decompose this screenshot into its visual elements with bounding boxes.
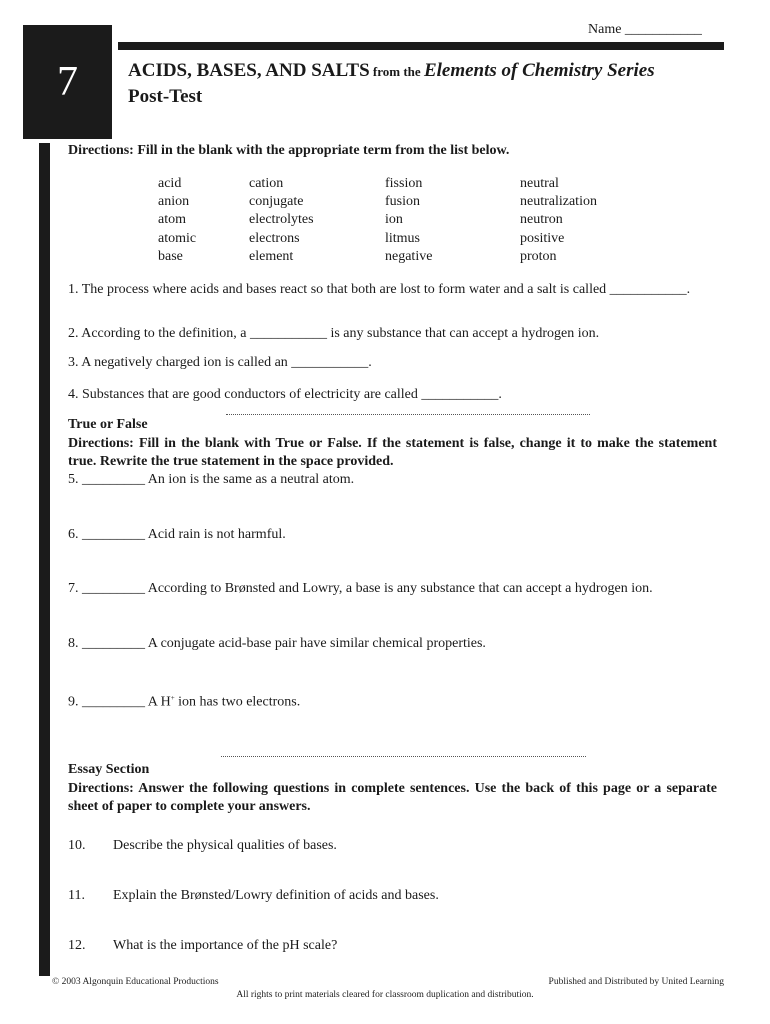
question-1: 1. The process where acids and bases react so that both are lost to form water and a salt is called ___________. xyxy=(68,282,691,297)
header-rule xyxy=(118,42,724,50)
question-7: 7. _________ According to Brønsted and Lowry, a base is any substance that can accept a hydrogen ion. xyxy=(68,581,653,596)
section-divider xyxy=(226,414,590,415)
word-item: litmus xyxy=(385,230,421,246)
fill-in-directions: Directions: Fill in the blank with the appropriate term from the list below. xyxy=(68,143,510,158)
essay-question-text: Describe the physical qualities of bases. xyxy=(113,838,337,853)
essay-heading: Essay Section xyxy=(68,762,150,777)
word-item: fission xyxy=(385,176,423,191)
essay-question-number: 10. xyxy=(68,838,86,853)
word-column-2 xyxy=(249,175,314,266)
word-item: electrolytes xyxy=(249,212,314,228)
essay-directions: Directions: Answer the following questions in complete sentences. Use the back of this page or a separate sheet of paper to complete your answers. xyxy=(68,781,717,814)
page-subtitle: Post-Test xyxy=(128,86,203,107)
chapter-number: 7 xyxy=(57,59,78,105)
word-item: proton xyxy=(520,248,557,264)
essay-question-number: 12. xyxy=(68,938,86,953)
word-item: atomic xyxy=(158,230,197,246)
word-item: cation xyxy=(249,176,284,191)
footer-publisher: Published and Distributed by United Learning xyxy=(548,977,724,987)
footer-copyright: © 2003 Algonquin Educational Productions xyxy=(52,977,219,987)
chapter-number-box xyxy=(23,25,112,139)
word-column-1 xyxy=(158,175,196,266)
essay-question-text: What is the importance of the pH scale? xyxy=(113,938,338,953)
word-column-4 xyxy=(520,175,597,266)
question-5: 5. _________ An ion is the same as a neutral atom. xyxy=(68,472,355,487)
word-item: anion xyxy=(158,194,190,210)
word-item: negative xyxy=(385,248,433,264)
word-item: fusion xyxy=(385,194,420,210)
true-false-directions: Directions: Fill in the blank with True or False. If the statement is false, change it to make the statement true. Rewrite the true statement in the space provided. xyxy=(68,436,717,469)
question-9-superscript: + xyxy=(170,694,175,702)
word-item: atom xyxy=(158,212,186,228)
word-item: base xyxy=(158,248,183,264)
word-column-3 xyxy=(385,175,432,266)
footer-rights: All rights to print materials cleared for classroom duplication and distribution. xyxy=(236,990,534,1000)
true-false-heading: True or False xyxy=(68,417,148,432)
word-item: neutron xyxy=(520,212,563,228)
question-9 xyxy=(68,689,300,712)
word-item: electrons xyxy=(249,230,300,246)
question-2: 2. According to the definition, a ___________ is any substance that can accept a hydrogen ion. xyxy=(68,326,600,341)
word-item: element xyxy=(249,248,294,264)
name-field-label: Name ___________ xyxy=(588,22,702,37)
question-9-prefix: 9. _________ A H xyxy=(68,694,171,710)
essay-question-number: 11. xyxy=(68,888,85,903)
word-item: ion xyxy=(385,212,403,228)
word-item: neutralization xyxy=(520,194,597,210)
side-margin-bar xyxy=(39,143,50,976)
question-6: 6. _________ Acid rain is not harmful. xyxy=(68,527,286,542)
word-item: positive xyxy=(520,230,565,246)
title-main: ACIDS, BASES, AND SALTS xyxy=(128,60,370,81)
title-series: Elements of Chemistry Series xyxy=(423,60,655,81)
section-divider xyxy=(221,756,586,757)
essay-question-text: Explain the Brønsted/Lowry definition of acids and bases. xyxy=(113,888,439,903)
question-3: 3. A negatively charged ion is called an ___________. xyxy=(68,355,372,370)
word-item: neutral xyxy=(520,176,559,191)
page-title xyxy=(128,60,655,82)
word-item: acid xyxy=(158,176,182,191)
question-4: 4. Substances that are good conductors of electricity are called ___________. xyxy=(68,387,502,402)
title-from: from the xyxy=(369,64,424,79)
word-item: conjugate xyxy=(249,194,304,210)
question-9-suffix: ion has two electrons. xyxy=(174,694,301,710)
question-8: 8. _________ A conjugate acid-base pair have similar chemical properties. xyxy=(68,636,486,651)
